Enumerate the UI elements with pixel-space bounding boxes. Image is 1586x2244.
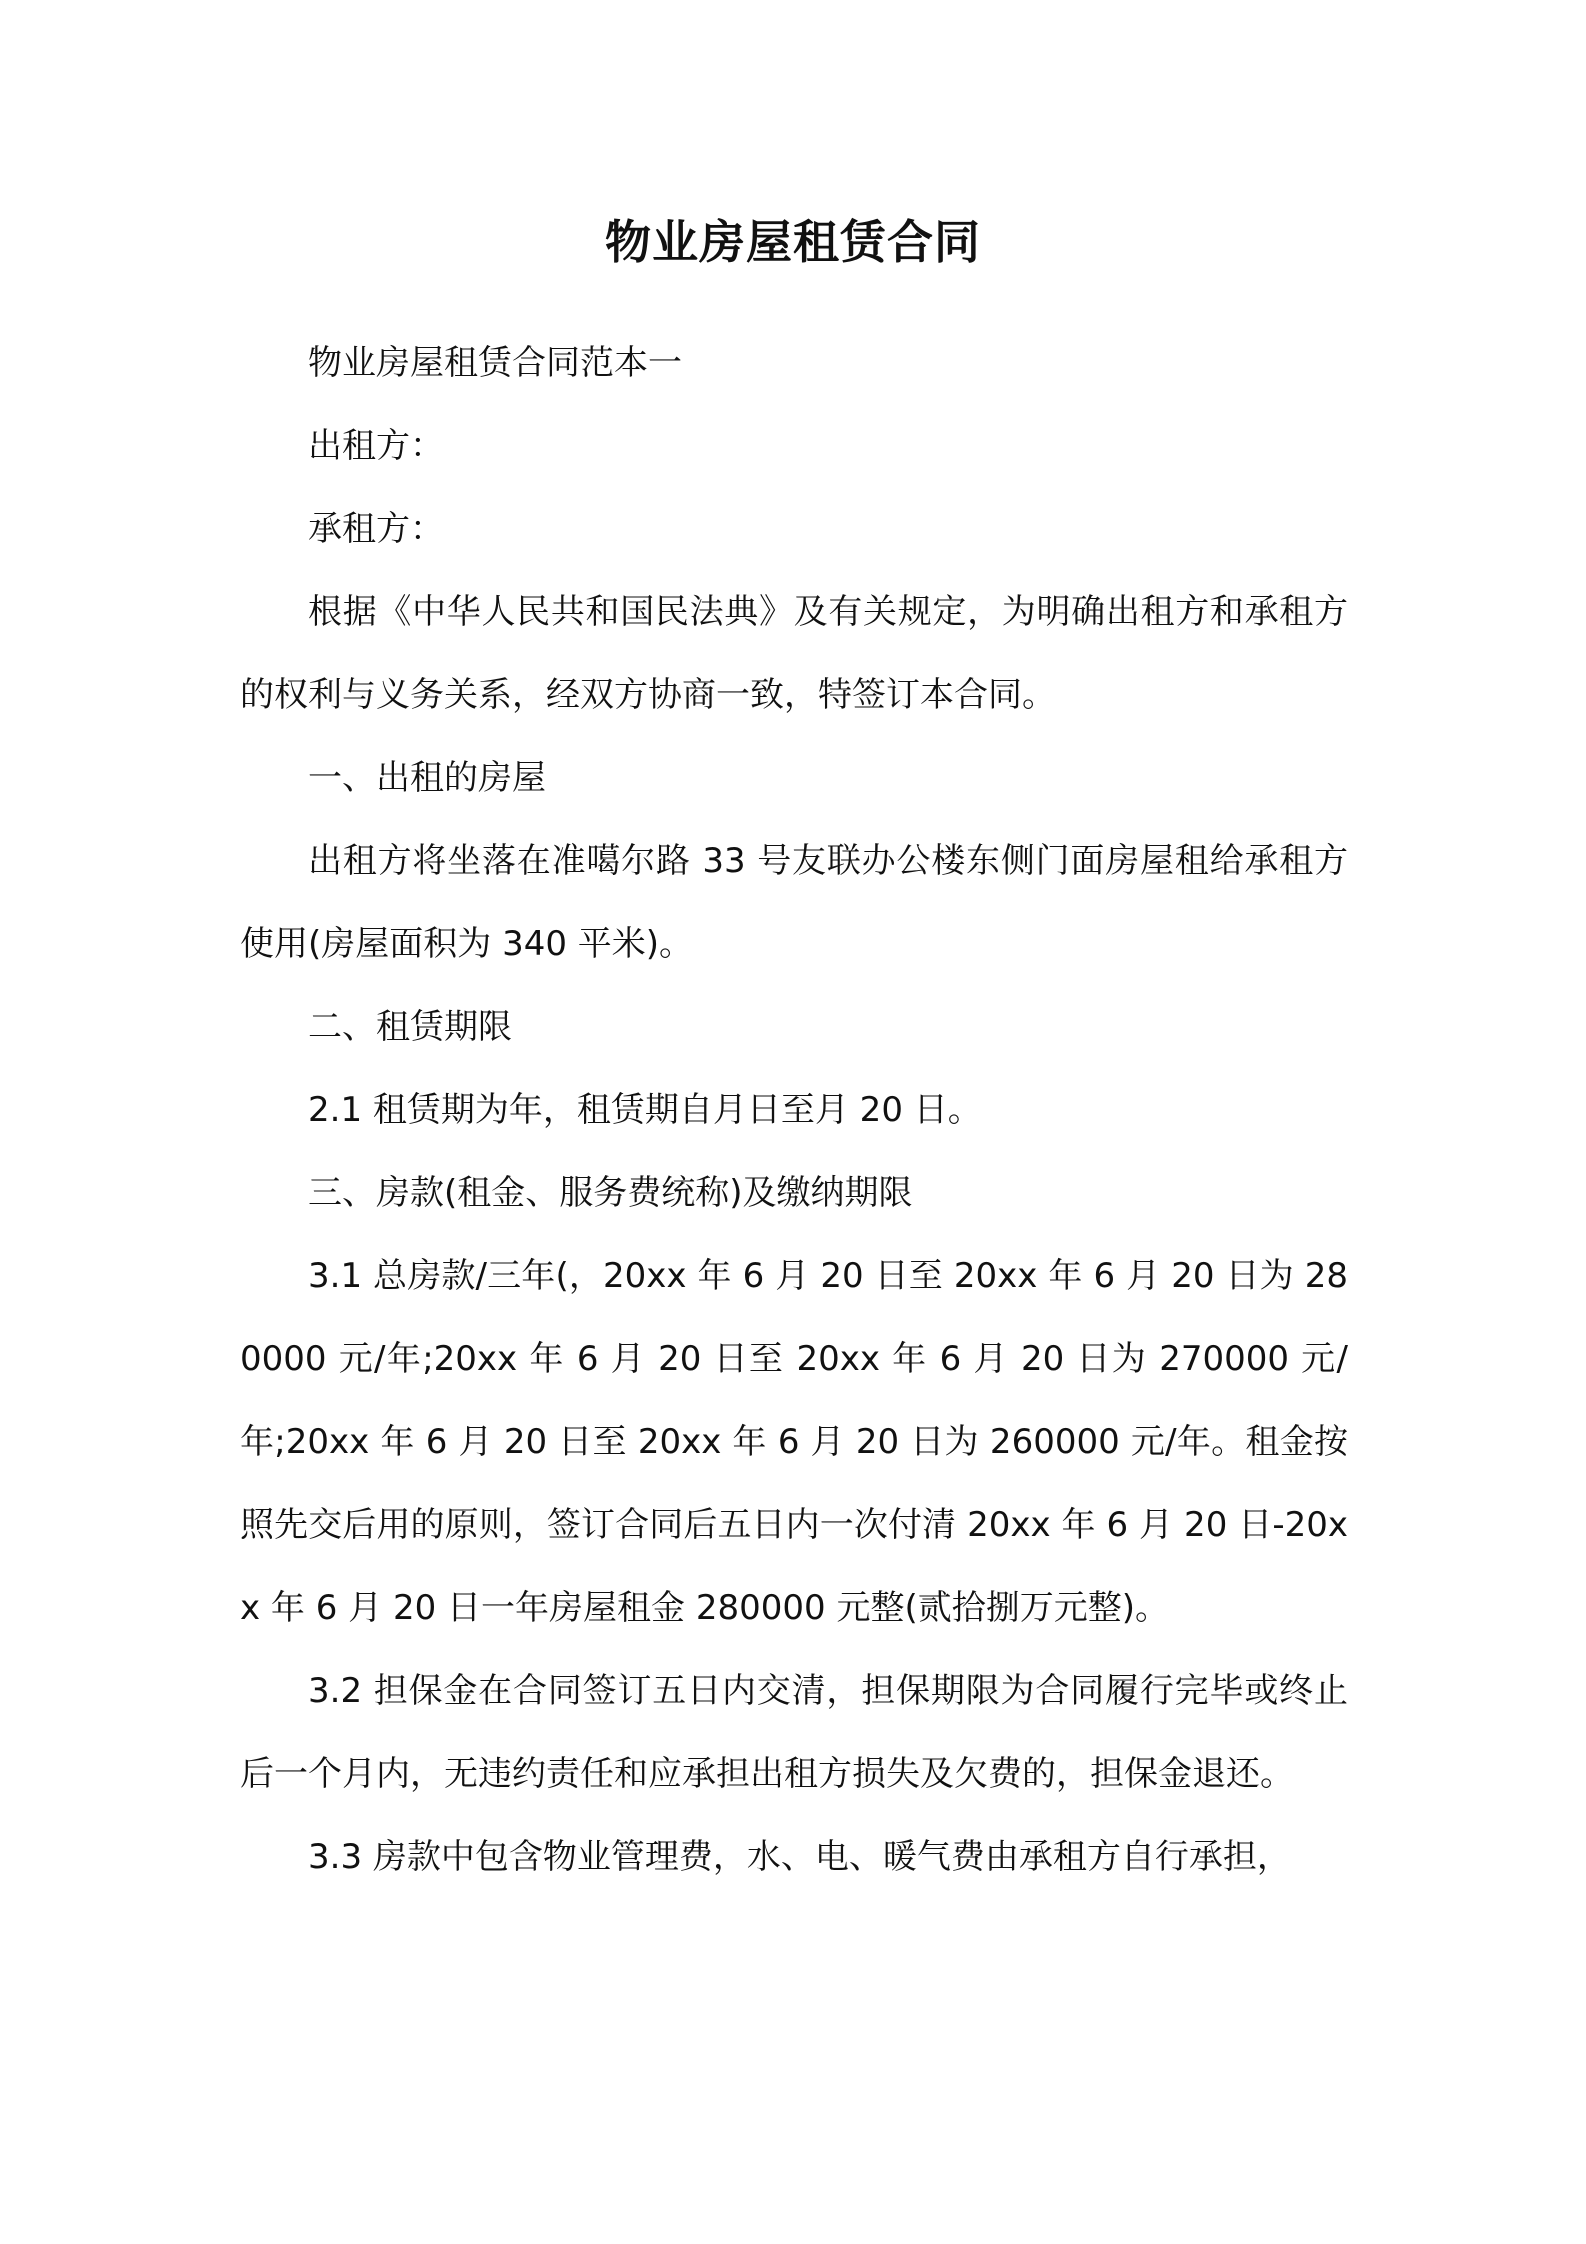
paragraph-lessor: 出租方： xyxy=(308,426,444,466)
document-body xyxy=(240,322,1348,1899)
section-heading-payment: 三、房款(租金、服务费统称)及缴纳期限 xyxy=(308,1173,913,1213)
paragraph-premises: 出租方将坐落在准噶尔路 33 号友联办公楼东侧门面房屋租给承租方使用(房屋面积为 340 平米)。 xyxy=(240,841,1348,964)
clause-3-2: 3.2 担保金在合同签订五日内交清，担保期限为合同履行完毕或终止后一个月内，无违约责任和应承担出租方损失及欠费的，担保金退还。 xyxy=(240,1671,1348,1794)
paragraph-preamble: 根据《中华人民共和国民法典》及有关规定，为明确出租方和承租方的权利与义务关系，经双方协商一致，特签订本合同。 xyxy=(240,592,1348,715)
clause-3-3: 3.3 房款中包含物业管理费，水、电、暖气费由承租方自行承担， xyxy=(308,1837,1291,1877)
clause-3-1: 3.1 总房款/三年(，20xx 年 6 月 20 日至 20xx 年 6 月 20 日为 280000 元/年;20xx 年 6 月 20 日至 20xx 年 6 月 20 日为 270000 元/年;20xx 年 6 月 20 日至 20xx 年 6 月 20 日为 260000 元/年。租金按照先交后用的原则，签订合同后五日内一次付清 20xx 年 6 月 20 日-20xx 年 6 月 20 日一年房屋租金 280000 元整(贰拾捌万元整)。 xyxy=(240,1256,1348,1628)
paragraph-template-heading: 物业房屋租赁合同范本一 xyxy=(308,343,682,383)
section-heading-lease-term: 二、租赁期限 xyxy=(308,1007,512,1047)
section-heading-premises: 一、出租的房屋 xyxy=(308,758,546,798)
clause-2-1: 2.1 租赁期为年，租赁期自月日至月 20 日。 xyxy=(308,1090,982,1130)
document-title: 物业房屋租赁合同 xyxy=(605,215,981,269)
paragraph-lessee: 承租方： xyxy=(308,509,444,549)
